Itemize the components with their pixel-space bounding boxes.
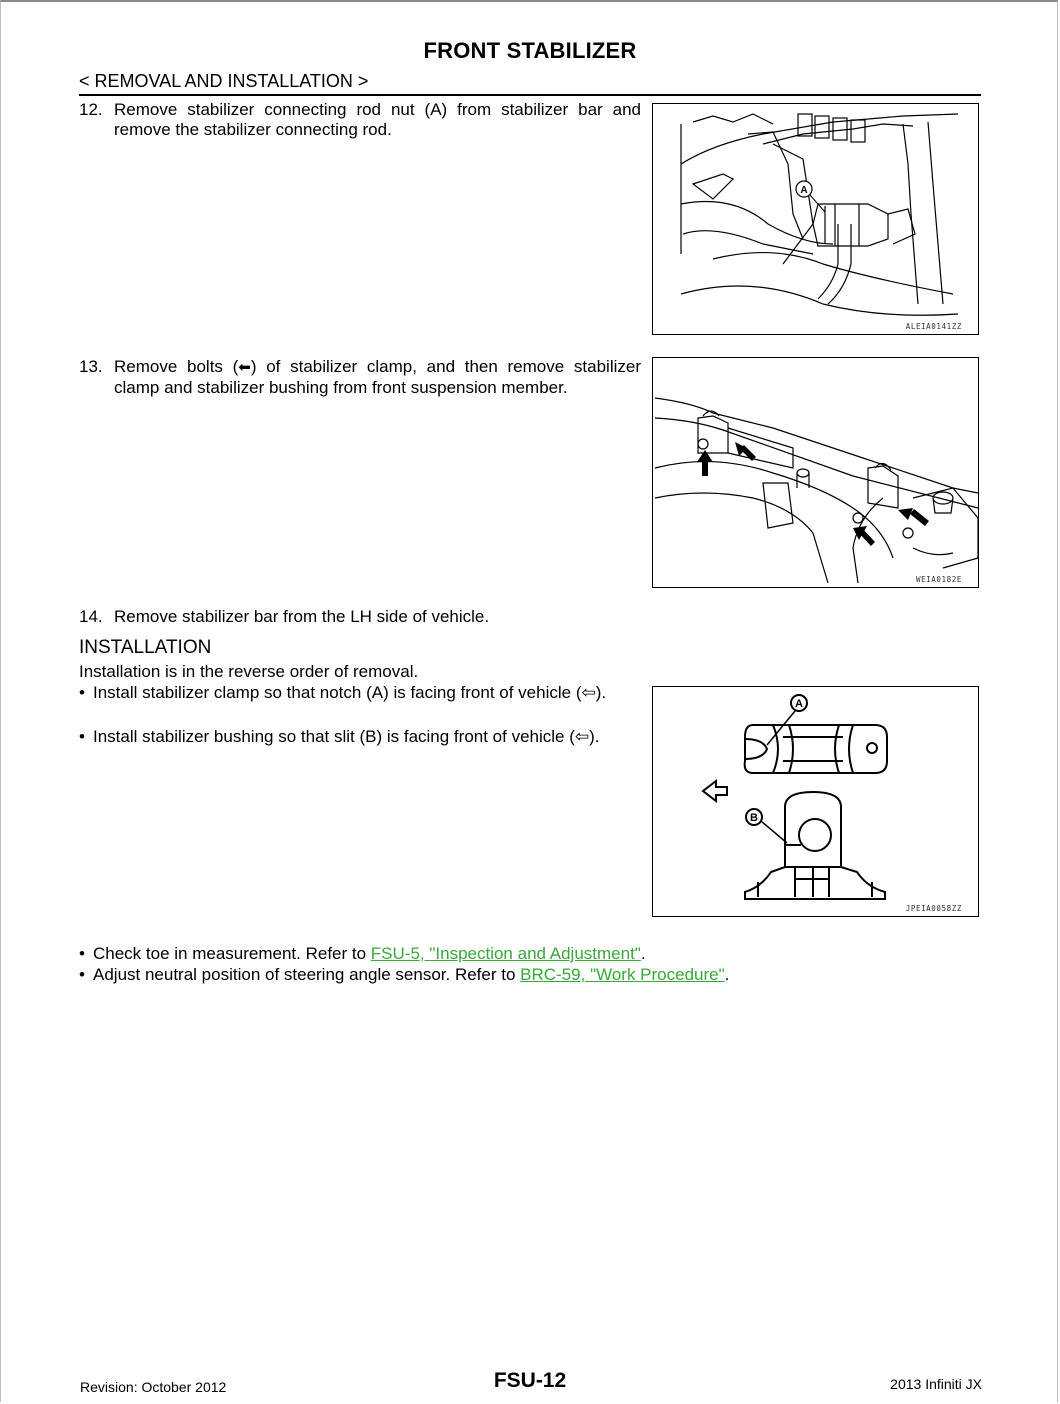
figure-stabilizer-clamp — [652, 357, 979, 588]
bullet-text: ). — [595, 683, 607, 702]
figure-connecting-rod — [652, 103, 979, 335]
callout-a: A — [795, 698, 803, 710]
breadcrumb: < REMOVAL AND INSTALLATION > — [79, 71, 369, 91]
figure-code: WEIA0182E — [915, 575, 962, 584]
connecting-rod-illustration — [653, 104, 980, 336]
bullet-text: ). — [589, 727, 600, 746]
footer-model: 2013 Infiniti JX — [890, 1376, 982, 1392]
clamp-bushing-illustration — [653, 687, 980, 918]
section-heading: INSTALLATION — [79, 637, 212, 658]
fsu5-link[interactable]: FSU-5, "Inspection and Adjustment" — [370, 944, 641, 963]
step-number: 14. — [79, 607, 103, 626]
bullet-text: . — [640, 944, 646, 963]
final-bullet-2: • Adjust neutral position of steering angle sensor. Refer to BRC-59, "Work Procedure". — [79, 965, 730, 984]
footer-page-number: FSU-12 — [493, 1369, 567, 1392]
figure-clamp-bushing-orientation — [652, 686, 979, 917]
bullet-text: Adjust neutral position of steering angle sensor. Refer to — [93, 965, 521, 984]
figure-code: ALEIA0141ZZ — [905, 322, 962, 331]
step-13 — [79, 357, 641, 398]
step-text: Remove bolts ( — [114, 357, 239, 376]
page-title: FRONT STABILIZER — [423, 38, 637, 63]
step-number: 13. — [79, 357, 103, 376]
installation-intro: Installation is in the reverse order of removal. — [79, 662, 419, 681]
callout-b: B — [750, 812, 758, 824]
final-bullet-1: • Check toe in measurement. Refer to FSU-5, "Inspection and Adjustment". — [79, 944, 646, 963]
step-text: ) of stabilizer clamp, and then remove stabilizer clamp and stabilizer bushing from front suspension member. — [114, 357, 641, 397]
step-number: 12. — [79, 100, 103, 119]
figure-code: JPEIA0058ZZ — [905, 904, 962, 913]
bullet-text: . — [724, 965, 730, 984]
step-14 — [79, 607, 641, 627]
step-text: Remove stabilizer connecting rod nut (A) from stabilizer bar and remove the stabilizer connecting rod. — [114, 100, 641, 139]
step-text: Remove stabilizer bar from the LH side of vehicle. — [114, 607, 490, 626]
footer-revision: Revision: October 2012 — [80, 1379, 227, 1395]
bullet-text: Install stabilizer bushing so that slit (B) is facing front of vehicle ( — [93, 727, 575, 746]
front-arrow-icon: ⇦ — [574, 727, 590, 746]
header-rule — [79, 94, 981, 96]
callout-a: A — [800, 185, 808, 196]
bullet-text: Check toe in measurement. Refer to — [93, 944, 371, 963]
bullet-text: Install stabilizer clamp so that notch (A) is facing front of vehicle ( — [93, 683, 582, 702]
brc59-link[interactable]: BRC-59, "Work Procedure" — [520, 965, 725, 984]
left-arrow-icon: ⬅ — [238, 359, 251, 376]
front-arrow-icon: ⇦ — [581, 683, 596, 702]
installation-bullet-1: • Install stabilizer clamp so that notch (A) is facing front of vehicle (⇦). — [79, 683, 607, 702]
stabilizer-clamp-illustration — [653, 358, 980, 589]
step-12 — [79, 100, 641, 140]
installation-bullet-2: • Install stabilizer bushing so that slit (B) is facing front of vehicle (⇦). — [79, 727, 600, 746]
